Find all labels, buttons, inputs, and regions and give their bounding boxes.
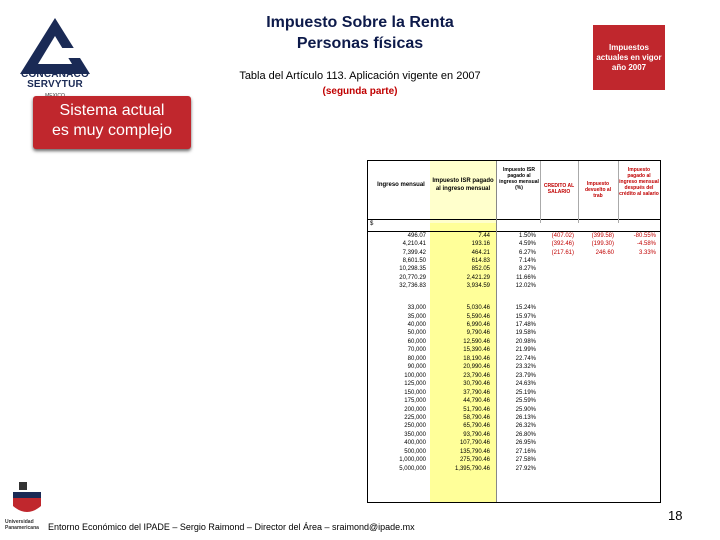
cell-ingreso: 60,000 — [407, 338, 426, 345]
cell-ingreso: 350,000 — [404, 431, 426, 438]
cell-despues: -80.55% — [633, 233, 656, 239]
cell-isr: 275,790.46 — [459, 457, 490, 464]
cell-pct: 26.95% — [515, 440, 536, 447]
cell-pct: 17.48% — [515, 322, 536, 328]
cell-ingreso: 20,770.29 — [399, 274, 426, 281]
cell-ingreso: 40,000 — [407, 322, 426, 328]
cell-pct: 8.27% — [518, 266, 536, 273]
cell-pct: 25.59% — [515, 398, 536, 405]
isr-table — [367, 160, 661, 503]
header-pct: Impuesto ISR pagado al ingreso mensual (%) — [499, 167, 539, 191]
cell-pct: 22.74% — [515, 355, 536, 362]
cell-isr: 20,990.46 — [463, 364, 490, 371]
cell-pct: 7.14% — [518, 257, 536, 264]
cell-ingreso: 125,000 — [404, 381, 426, 388]
cell-pct: 27.58% — [515, 457, 536, 464]
cell-credito: (217.61) — [551, 249, 574, 256]
cell-isr: 51,790.46 — [463, 406, 490, 413]
cell-isr: 30,790.46 — [463, 381, 490, 388]
cell-isr: 12,590.46 — [463, 338, 490, 345]
cell-isr: 193.16 — [471, 241, 490, 248]
cell-ingreso: 200,000 — [404, 406, 426, 413]
cell-ingreso: 35,000 — [407, 313, 426, 320]
cell-isr: 58,790.46 — [463, 414, 490, 421]
cell-pct: 24.63% — [515, 381, 536, 388]
header-devuelto: Impuesto devuelto al trab — [584, 181, 612, 199]
cell-pct: 26.32% — [515, 423, 536, 430]
cell-isr: 44,790.46 — [463, 398, 490, 405]
cell-pct: 27.16% — [515, 448, 536, 455]
cell-pct: 12.02% — [515, 282, 536, 289]
tax-note-text: Impuestos actuales en vigor año 2007 — [596, 42, 662, 72]
cell-isr: 107,790.46 — [459, 440, 490, 447]
cell-credito: (392.46) — [551, 241, 574, 248]
table-subtitle: (segunda parte) — [322, 86, 398, 97]
university-name — [5, 519, 39, 531]
cell-isr: 464.21 — [471, 249, 490, 256]
cell-pct: 15.24% — [515, 305, 536, 312]
cell-despues: 3.33% — [638, 249, 656, 256]
cell-pct: 23.32% — [515, 364, 536, 371]
cell-ingreso: 90,000 — [407, 364, 426, 371]
cell-isr: 6,990.46 — [466, 322, 490, 328]
currency-label: $ — [370, 221, 374, 227]
cell-pct: 25.90% — [515, 406, 536, 413]
cell-pct: 19.58% — [515, 330, 536, 337]
badge-line-2: es muy complejo — [51, 122, 173, 139]
cell-isr: 5,030.46 — [466, 305, 490, 312]
cell-isr: 2,421.29 — [466, 274, 490, 281]
header-credito: CREDITO AL SALARIO — [543, 183, 575, 195]
cell-ingreso: 32,736.83 — [399, 282, 426, 289]
cell-isr: 15,390.46 — [463, 347, 490, 354]
cell-pct: 1.50% — [518, 233, 536, 239]
cell-ingreso: 5,000,000 — [399, 465, 426, 472]
cell-isr: 7.44 — [478, 233, 490, 239]
cell-ingreso: 225,000 — [404, 414, 426, 421]
cell-ingreso: 400,000 — [404, 440, 426, 447]
tax-note-box — [593, 25, 665, 90]
complex-system-badge — [33, 96, 191, 149]
logo-name: CONCANACO SERVYTUR — [21, 69, 89, 90]
cell-devuelto: (199.30) — [591, 241, 614, 248]
title-line-1: Impuesto Sobre la Renta — [266, 14, 454, 31]
cell-pct: 6.27% — [518, 249, 536, 256]
university-logo-icon — [9, 480, 45, 520]
slide-title — [200, 12, 520, 54]
university-line-1: Universidad — [5, 519, 34, 525]
header-despues: Impuesto pagado al ingreso mensual después del crédito al salario — [619, 167, 659, 197]
cell-ingreso: 50,000 — [407, 330, 426, 337]
header-ingreso: Ingreso mensual — [377, 182, 425, 188]
header-isr: Impuesto ISR pagado al ingreso mensual — [432, 178, 494, 192]
cell-devuelto: 246.60 — [595, 249, 614, 256]
page-number: 18 — [668, 508, 683, 523]
cell-pct: 4.59% — [518, 241, 536, 248]
footer-text: Entorno Económico del IPADE – Sergio Raimond – Director del Área – sraimond@ipade.mx — [48, 522, 415, 532]
cell-devuelto: (399.58) — [591, 233, 614, 239]
cell-isr: 9,790.46 — [466, 330, 490, 337]
cell-isr: 23,790.46 — [463, 372, 490, 379]
cell-pct: 15.97% — [515, 313, 536, 320]
cell-ingreso: 10,298.35 — [399, 266, 426, 273]
cell-ingreso: 8,601.50 — [402, 257, 426, 264]
cell-ingreso: 150,000 — [404, 389, 426, 396]
badge-line-1: Sistema actual — [59, 102, 165, 119]
cell-ingreso: 250,000 — [404, 423, 426, 430]
cell-ingreso: 7,399.42 — [402, 249, 426, 256]
cell-credito: (407.02) — [551, 233, 574, 239]
cell-isr: 3,934.59 — [466, 282, 490, 289]
cell-ingreso: 33,000 — [407, 305, 426, 312]
cell-ingreso: 500,000 — [404, 448, 426, 455]
cell-isr: 135,790.46 — [459, 448, 490, 455]
cell-despues: -4.58% — [636, 241, 656, 248]
cell-isr: 37,790.46 — [463, 389, 490, 396]
cell-pct: 21.99% — [515, 347, 536, 354]
cell-isr: 93,790.46 — [463, 431, 490, 438]
cell-ingreso: 80,000 — [407, 355, 426, 362]
cell-isr: 65,790.46 — [463, 423, 490, 430]
cell-pct: 11.66% — [516, 274, 536, 281]
cell-isr: 1,395,790.46 — [454, 465, 490, 472]
cell-pct: 27.92% — [515, 465, 536, 472]
cell-ingreso: 70,000 — [407, 347, 426, 354]
cell-ingreso: 4,210.41 — [402, 241, 426, 248]
cell-ingreso: 1,000,000 — [399, 457, 426, 464]
table-title: Tabla del Artículo 113. Aplicación vigente en 2007 — [239, 70, 481, 82]
cell-pct: 26.80% — [515, 431, 536, 438]
cell-pct: 20.98% — [515, 338, 536, 345]
cell-ingreso: 175,000 — [404, 398, 426, 405]
cell-pct: 23.79% — [515, 372, 536, 379]
university-line-2: Panamericana — [5, 525, 39, 531]
cell-pct: 26.13% — [515, 414, 536, 421]
cell-ingreso: 496.07 — [407, 233, 426, 239]
cell-isr: 5,590.46 — [466, 313, 490, 320]
title-line-2: Personas físicas — [296, 35, 424, 52]
cell-ingreso: 100,000 — [404, 372, 426, 379]
cell-pct: 25.19% — [515, 389, 536, 396]
cell-isr: 614.83 — [471, 257, 490, 264]
cell-isr: 18,190.46 — [463, 355, 490, 362]
cell-isr: 852.05 — [471, 266, 490, 273]
